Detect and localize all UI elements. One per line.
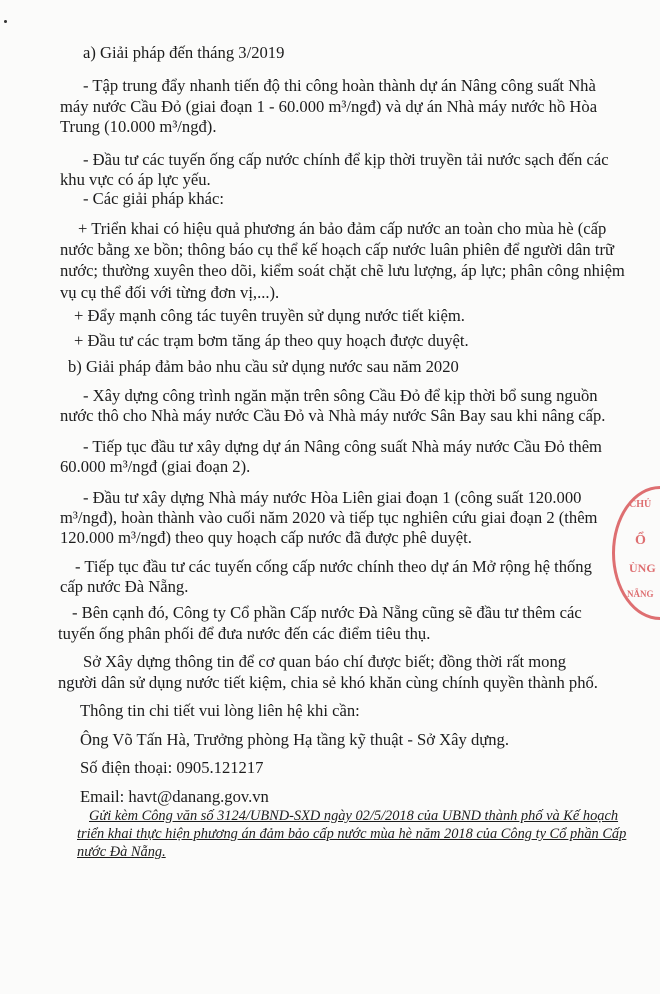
paragraph-line: - Tập trung đẩy nhanh tiến độ thi công hoàn thành dự án Nâng công suất Nhà	[83, 76, 596, 95]
seal-text: NẴNG	[627, 589, 654, 599]
paragraph-line: + Triển khai có hiệu quả phương án bảo đảm cấp nước an toàn cho mùa hè (cấp	[78, 219, 607, 238]
paragraph-line: tuyến ống phân phối để đưa nước đến các điểm tiêu thụ.	[58, 624, 431, 643]
paragraph-line: khu vực có áp lực yếu.	[60, 170, 211, 189]
seal-text: CHỦ	[629, 499, 652, 510]
paragraph-line: - Tiếp tục đầu tư xây dựng dự án Nâng công suất Nhà máy nước Cầu Đỏ thêm	[83, 437, 602, 456]
seal-text: ÙNG	[629, 561, 656, 575]
official-seal	[612, 486, 660, 620]
paragraph-line: Sở Xây dựng thông tin để cơ quan báo chí được biết; đồng thời rất mong	[83, 652, 567, 671]
paragraph-line: nước bằng xe bồn; thông báo cụ thể kế hoạch cấp nước luân phiên để người dân trữ	[60, 240, 614, 259]
heading-b: b) Giải pháp đảm bảo nhu cầu sử dụng nước sau năm 2020	[68, 357, 459, 376]
contact-email: Email: havt@danang.gov.vn	[80, 787, 269, 806]
attachment-note-line: Gửi kèm Công văn số 3124/UBND-SXD ngày 02/5/2018 của UBND thành phố và Kế hoạch	[89, 808, 619, 824]
paragraph-line: - Xây dựng công trình ngăn mặn trên sông Cầu Đỏ để kịp thời bổ sung nguồn	[83, 386, 598, 405]
paragraph-line: - Các giải pháp khác:	[83, 189, 224, 208]
paragraph-line: + Đầu tư các trạm bơm tăng áp theo quy hoạch được duyệt.	[74, 331, 469, 350]
paragraph-line: nước thô cho Nhà máy nước Cầu Đỏ và Nhà máy nước Sân Bay sau khi nâng cấp.	[60, 406, 606, 425]
paragraph-line: nước; thường xuyên theo dõi, kiểm soát chặt chẽ lưu lượng, áp lực; phân công nhiệm	[60, 261, 625, 280]
attachment-note-line: triển khai thực hiện phương án đảm bảo cấp nước mùa hè năm 2018 của Công ty Cổ phần Cấp	[77, 826, 627, 842]
contact-intro: Thông tin chi tiết vui lòng liên hệ khi cần:	[80, 701, 360, 720]
paragraph-line: - Đầu tư các tuyến ống cấp nước chính để kịp thời truyền tải nước sạch đến các	[83, 150, 609, 169]
heading-a: a) Giải pháp đến tháng 3/2019	[83, 43, 285, 62]
paragraph-line: máy nước Cầu Đỏ (giai đoạn 1 - 60.000 m³/ngđ) và dự án Nhà máy nước hồ Hòa	[60, 97, 598, 116]
paragraph-line: 60.000 m³/ngđ (giai đoạn 2).	[60, 457, 251, 476]
paragraph-line: vụ cụ thể đối với từng đơn vị,...).	[60, 283, 280, 302]
paragraph-line: - Đầu tư xây dựng Nhà máy nước Hòa Liên giai đoạn 1 (công suất 120.000	[83, 488, 582, 507]
paragraph-line: m³/ngđ), hoàn thành vào cuối năm 2020 và tiếp tục nghiên cứu giai đoạn 2 (thêm	[60, 508, 598, 527]
attachment-note-line: nước Đà Nẵng.	[77, 844, 166, 860]
paragraph-line: - Tiếp tục đầu tư các tuyến cống cấp nước chính theo dự án Mở rộng hệ thống	[75, 557, 592, 576]
contact-person: Ông Võ Tấn Hà, Trưởng phòng Hạ tầng kỹ thuật - Sở Xây dựng.	[80, 730, 510, 749]
paragraph-line: cấp nước Đà Nẵng.	[60, 577, 189, 596]
paragraph-line: người dân sử dụng nước tiết kiệm, chia sẻ khó khăn cùng chính quyền thành phố.	[58, 673, 598, 692]
scan-speck	[4, 20, 7, 23]
seal-text: Ổ	[635, 533, 646, 548]
paragraph-line: Trung (10.000 m³/ngđ).	[60, 117, 217, 136]
contact-phone: Số điện thoại: 0905.121217	[80, 758, 264, 777]
paragraph-line: 120.000 m³/ngđ) theo quy hoạch cấp nước đã được phê duyệt.	[60, 528, 472, 547]
paragraph-line: + Đẩy mạnh công tác tuyên truyền sử dụng nước tiết kiệm.	[74, 306, 465, 325]
paragraph-line: - Bên cạnh đó, Công ty Cổ phần Cấp nước Đà Nẵng cũng sẽ đầu tư thêm các	[72, 603, 582, 622]
